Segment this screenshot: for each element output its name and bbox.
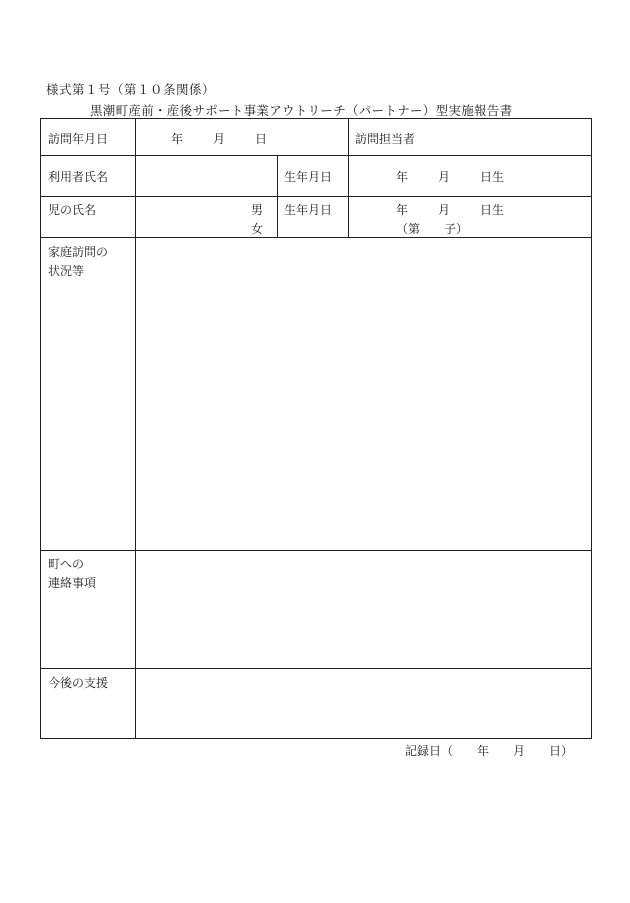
- page-title: 黒潮町産前・産後サポート事業アウトリーチ（パートナー）型実施報告書: [90, 103, 513, 118]
- row-divider: [41, 550, 591, 551]
- user-birth-day-unit: 日生: [480, 170, 505, 184]
- child-sex-male: 男: [251, 203, 264, 217]
- child-birth-month-unit: 月: [438, 203, 451, 217]
- column-divider: [277, 155, 278, 237]
- child-birth-label: 生年月日: [284, 203, 333, 217]
- support-label: 今後の支援: [48, 676, 109, 690]
- visit-year-unit: 年: [171, 132, 184, 146]
- child-sex-female: 女: [251, 222, 264, 236]
- user-birth-year-unit: 年: [396, 170, 409, 184]
- user-birth-month-unit: 月: [438, 170, 451, 184]
- visit-day-unit: 日: [255, 132, 268, 146]
- child-birth-day-unit: 日生: [480, 203, 505, 217]
- child-birth-year-unit: 年: [396, 203, 409, 217]
- user-name-label: 利用者氏名: [48, 170, 109, 184]
- column-divider: [348, 119, 349, 237]
- record-date: 記録日（ 年 月 日）: [405, 744, 574, 758]
- form-number: 様式第１号（第１０条関係）: [46, 82, 216, 97]
- user-birth-label: 生年月日: [284, 170, 333, 184]
- visit-date-label: 訪問年月日: [48, 132, 109, 146]
- visit-month-unit: 月: [213, 132, 226, 146]
- contact-label-line1: 町への: [48, 557, 85, 571]
- row-divider: [41, 237, 591, 238]
- visit-staff-label: 訪問担当者: [355, 132, 416, 146]
- row-divider: [41, 155, 591, 156]
- home-visit-label-line1: 家庭訪問の: [48, 245, 109, 259]
- child-name-label: 児の氏名: [48, 203, 97, 217]
- home-visit-label-line2: 状況等: [48, 264, 85, 278]
- child-birth-order: （第 子）: [396, 222, 469, 236]
- report-form: [40, 118, 592, 739]
- column-divider: [135, 119, 136, 739]
- row-divider: [41, 668, 591, 669]
- contact-label-line2: 連絡事項: [48, 576, 97, 590]
- row-divider: [41, 196, 591, 197]
